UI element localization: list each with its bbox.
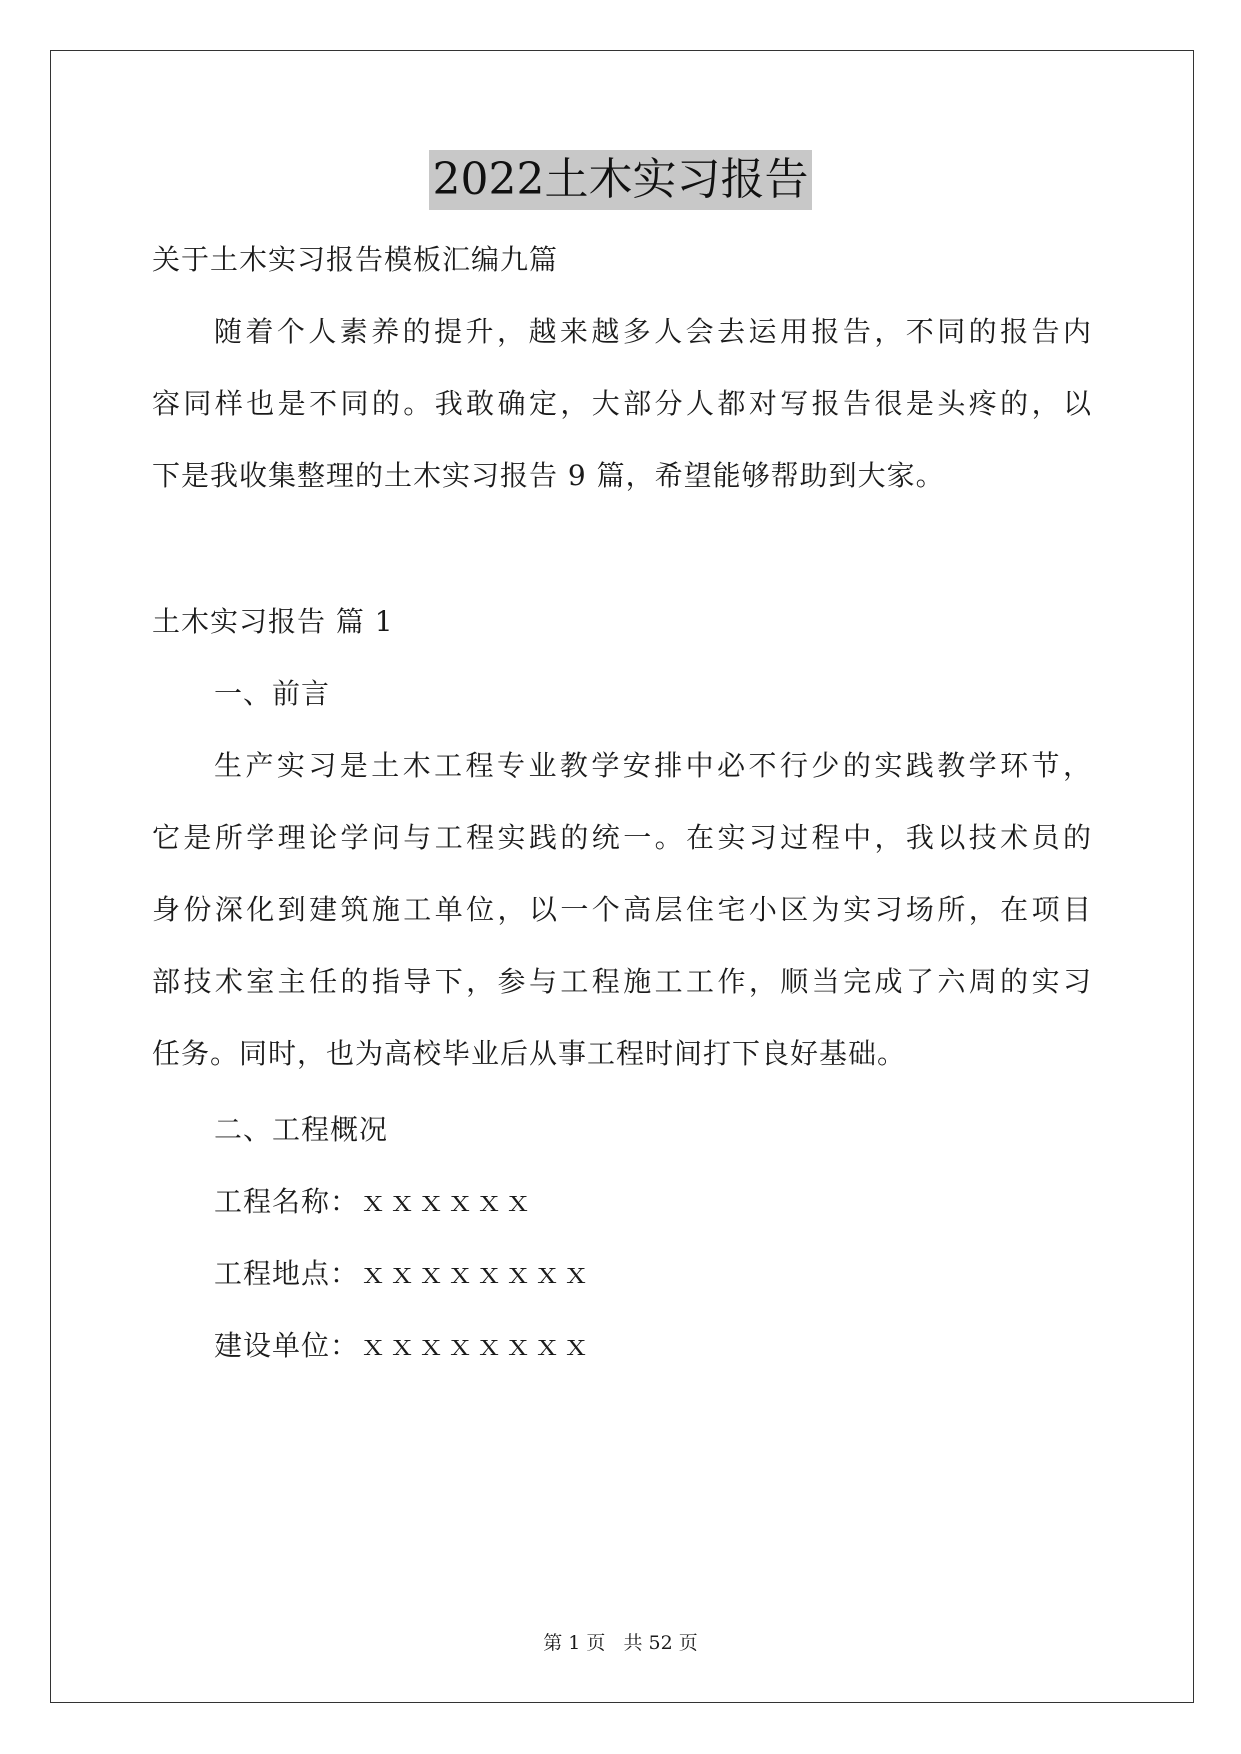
- preface-line-2: 它是所学理论学问与工程实践的统一。在实习过程中，我以技术员的: [152, 821, 1092, 854]
- preface-line-5: 任务。同时，也为高校毕业后从事工程时间打下良好基础。: [152, 1037, 907, 1070]
- preface-line-4: 部技术室主任的指导下，参与工程施工工作，顺当完成了六周的实习: [152, 965, 1092, 998]
- preface-heading: 一、前言: [214, 677, 331, 710]
- intro-line-2: 容同样也是不同的。我敢确定，大部分人都对写报告很是头疼的，以: [152, 387, 1092, 420]
- intro-line-1: 随着个人素养的提升，越来越多人会去运用报告，不同的报告内: [214, 315, 1092, 348]
- project-name: 工程名称：ｘｘｘｘｘｘ: [214, 1185, 534, 1218]
- page-number: 第 1 页: [543, 1632, 606, 1654]
- page-footer: [0, 1630, 1241, 1656]
- overview-heading: 二、工程概况: [214, 1113, 389, 1146]
- subtitle: 关于土木实习报告模板汇编九篇: [152, 243, 559, 276]
- page-total: 共 52 页: [623, 1632, 698, 1654]
- preface-line-3: 身份深化到建筑施工单位，以一个高层住宅小区为实习场所，在项目: [152, 893, 1092, 926]
- builder: 建设单位：ｘｘｘｘｘｘｘｘ: [214, 1329, 592, 1362]
- intro-line-3: 下是我收集整理的土木实习报告 9 篇，希望能够帮助到大家。: [152, 459, 945, 492]
- title-container: [0, 150, 1241, 210]
- project-location: 工程地点：ｘｘｘｘｘｘｘｘ: [214, 1257, 592, 1290]
- preface-line-1: 生产实习是土木工程专业教学安排中必不行少的实践教学环节，: [214, 749, 1092, 782]
- page-border: [50, 50, 1194, 1703]
- document-title: 2022土木实习报告: [429, 150, 813, 210]
- section-heading: 土木实习报告 篇 1: [152, 605, 394, 638]
